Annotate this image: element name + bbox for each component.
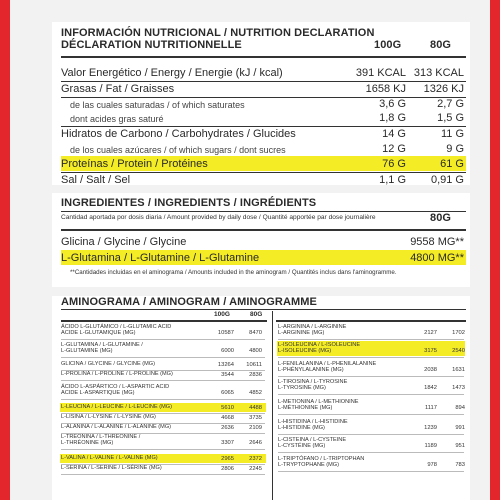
ingredients-dose-value: 80G	[430, 212, 452, 224]
nutrition-value-80g: 61 G	[440, 158, 464, 170]
amino-label-line: L-METIONINA / L-METHIONINE	[278, 399, 359, 405]
amino-row-label	[61, 414, 156, 420]
nutrition-col2-header: 80G	[430, 39, 452, 51]
amino-value-100g: 10587	[217, 330, 234, 336]
divider	[276, 320, 466, 322]
nutrition-label-salt: Sal / Salt / Sel	[61, 174, 131, 186]
nutrition-value-100g: 391 KCAL	[355, 67, 406, 79]
aminogram-col1-header: 100G	[214, 311, 230, 318]
amino-row-label	[278, 324, 346, 337]
ingredient-glutamine-value: 4800 MG**	[410, 252, 464, 264]
amino-value-100g: 1117	[424, 405, 437, 411]
amino-label-line: L-LISINA / L-LYSINE / L-LYSINE (MG)	[61, 414, 156, 420]
amino-value-100g: 13264	[217, 362, 234, 368]
nutrition-label-carbs: Hidratos de Carbono / Carbohydrates / Glucides	[61, 128, 296, 140]
nutrition-title-line1: INFORMACIÓN NUTRICIONAL / NUTRITION DECLARATION	[61, 27, 375, 39]
amino-value-80g: 1473	[452, 385, 465, 391]
amino-value-100g: 3175	[424, 348, 437, 354]
amino-value-80g: 2372	[249, 456, 262, 462]
divider	[61, 211, 466, 212]
nutrition-value-100g: 1658 KJ	[365, 83, 406, 95]
divider	[61, 449, 265, 450]
aminogram-title: AMINOGRAMA / AMINOGRAM / AMINOGRAMME	[61, 296, 317, 308]
amino-row-label	[61, 361, 155, 367]
nutrition-value-100g: 3,6 G	[379, 98, 406, 110]
divider	[278, 339, 464, 340]
amino-label-line: L-LEUCINA / L-LEUCINE / L-LEUCINE (MG)	[61, 404, 172, 410]
amino-row-label	[61, 404, 172, 410]
amino-row-label	[278, 342, 360, 355]
amino-value-80g: 10611	[246, 362, 262, 368]
amino-value-80g: 991	[455, 425, 465, 431]
divider	[61, 229, 466, 231]
red-border-right	[490, 0, 500, 500]
ingredients-title: INGREDIENTES / INGREDIENTS / INGRÉDIENTS	[61, 197, 317, 209]
amino-value-80g: 2540	[452, 348, 465, 354]
nutrition-label-protein: Proteínas / Protein / Protéines	[61, 158, 208, 170]
divider	[278, 414, 464, 415]
nutrition-label-saturates: de las cuales saturadas / of which saturates	[70, 100, 245, 110]
nutrition-value-80g: 9 G	[446, 143, 464, 155]
amino-row-label	[61, 424, 171, 430]
divider	[61, 474, 265, 475]
nutrition-value-100g: 76 G	[382, 158, 406, 170]
ingredient-glycine: Glicina / Glycine / Glycine	[61, 236, 187, 248]
nutrition-value-80g: 2,7 G	[437, 98, 464, 110]
divider	[61, 339, 265, 340]
nutrition-value-80g: 1,5 G	[437, 112, 464, 124]
amino-value-100g: 2127	[424, 330, 437, 336]
nutrition-value-100g: 12 G	[382, 143, 406, 155]
amino-row-label	[61, 434, 140, 447]
red-border-left	[0, 0, 10, 500]
amino-row-label	[278, 399, 359, 412]
amino-row-label	[278, 437, 346, 450]
amino-value-100g: 1189	[424, 443, 437, 449]
amino-value-100g: 2806	[221, 466, 234, 472]
divider	[61, 357, 265, 358]
nutrition-col1-header: 100G	[374, 39, 402, 51]
nutrition-label-sugars: de los cuales azúcares / of which sugars / dont sucres	[70, 145, 286, 155]
amino-label-line: L-PROLINA / L-PROLINE / L-PROLINE (MG)	[61, 371, 173, 377]
aminogram-col2-header: 80G	[250, 311, 263, 318]
amino-row-label	[61, 324, 171, 337]
nutrition-label-fat: Grasas / Fat / Graisses	[61, 83, 175, 95]
amino-row-label	[278, 419, 348, 432]
amino-value-100g: 978	[427, 462, 437, 468]
amino-label-line: L-ISOLEUCINA / L-ISOLEUCINE	[278, 342, 361, 348]
amino-label-line: L-GLUTAMINA / L-GLUTAMINE /	[61, 342, 143, 348]
divider	[61, 126, 466, 127]
amino-value-100g: 2038	[424, 367, 437, 373]
amino-value-80g: 2245	[249, 466, 262, 472]
divider	[278, 434, 464, 435]
nutrition-value-80g: 11 G	[440, 128, 464, 140]
amino-label-line: L-CYSTÉINE (MG)	[278, 443, 326, 450]
amino-label-line: L-ARGININA / L-ARGININE	[278, 324, 347, 330]
divider	[278, 357, 464, 358]
nutrition-value-100g: 1,1 G	[379, 174, 406, 186]
amino-value-100g: 4668	[221, 415, 234, 421]
amino-value-80g: 4800	[249, 348, 262, 354]
ingredients-dose-text: Cantidad aportada por dosis diaria / Amount provided by daily dose / Quantité apportée par dose journalière	[61, 214, 376, 221]
amino-label-line: ÁCIDO L-GLUTÁMICO / L-GLUTAMIC ACID	[61, 324, 172, 330]
amino-value-100g: 5610	[221, 405, 234, 411]
amino-value-80g: 2109	[249, 425, 262, 431]
amino-label-line: L-THRÉONINE (MG)	[61, 440, 114, 447]
ingredients-footnote: **Cantidades incluidas en el aminograma / Amounts included in the aminogram / Quantités inclus dans l'aminogramme.	[70, 269, 397, 276]
amino-value-100g: 6000	[221, 348, 234, 354]
amino-value-100g: 3307	[221, 440, 234, 446]
divider	[61, 380, 265, 381]
amino-label-line: L-MÉTHIONINE (MG)	[278, 405, 333, 412]
divider	[61, 399, 265, 400]
amino-label-line: L-VALINA / L-VALINE / L-VALINE (MG)	[61, 455, 158, 461]
amino-value-100g: 3544	[221, 372, 234, 378]
nutrition-value-80g: 313 KCAL	[413, 67, 464, 79]
amino-label-line: ACIDE L-GLUTAMIQUE (MG)	[61, 330, 136, 337]
aminogram-panel	[52, 296, 470, 500]
nutrition-panel	[52, 22, 470, 185]
ingredient-glutamine: L-Glutamina / L-Glutamine / L-Glutamine	[61, 252, 260, 264]
amino-row-label	[61, 384, 169, 397]
amino-value-80g: 1631	[452, 367, 465, 373]
amino-label-line: L-TYROSINE (MG)	[278, 385, 326, 392]
amino-value-100g: 2636	[221, 425, 234, 431]
amino-label-line: L-SERINA / L-SERINE / L-SÉRINE (MG)	[61, 465, 162, 471]
divider	[278, 471, 464, 472]
amino-label-line: L-HISTIDINE (MG)	[278, 425, 325, 432]
divider	[61, 172, 466, 173]
amino-value-80g: 783	[455, 462, 465, 468]
amino-value-80g: 2646	[249, 440, 262, 446]
amino-label-line: L-PHÉNYLALANINE (MG)	[278, 367, 344, 374]
amino-label-line: L-TRYPTOPHANE (MG)	[278, 462, 340, 469]
amino-label-line: L-FENILALANINA / L-PHENILALANINE	[278, 361, 377, 367]
amino-value-80g: 3735	[249, 415, 262, 421]
divider	[61, 81, 466, 82]
amino-value-80g: 894	[455, 405, 465, 411]
amino-label-line: L-CISTEINA / L-CYSTEINE	[278, 437, 347, 443]
amino-value-80g: 4852	[249, 390, 262, 396]
ingredient-glycine-value: 9558 MG**	[410, 236, 464, 248]
amino-row-label	[278, 456, 364, 469]
amino-label-line: L-GLUTAMINE (MG)	[61, 348, 113, 355]
amino-label-line: L-TRIPTÓFANO / L-TRIPTOPHAN	[278, 456, 365, 462]
amino-row-label	[278, 361, 376, 374]
amino-value-100g: 1842	[424, 385, 437, 391]
amino-row-label	[61, 371, 173, 377]
amino-value-80g: 2836	[249, 372, 262, 378]
amino-label-line: L-TREONINA / L-THREONINE /	[61, 434, 141, 440]
divider	[61, 309, 466, 310]
nutrition-value-80g: 1326 KJ	[423, 83, 464, 95]
amino-label-line: ACIDE L-ASPARTIQUE (MG)	[61, 390, 135, 397]
divider	[61, 320, 267, 322]
nutrition-value-100g: 14 G	[382, 128, 406, 140]
amino-label-line: L-TIROSINA / L-TYROSINE	[278, 379, 348, 385]
amino-row-label	[61, 455, 158, 461]
amino-row-label	[61, 465, 162, 471]
amino-value-80g: 1702	[452, 330, 465, 336]
amino-value-100g: 6065	[221, 390, 234, 396]
amino-label-line: GLICINA / GLYCINE / GLYCINE (MG)	[61, 361, 155, 367]
amino-value-80g: 4488	[249, 405, 262, 411]
amino-label-line: L-HISTIDINA / L-HISTIDINE	[278, 419, 348, 425]
nutrition-value-100g: 1,8 G	[379, 112, 406, 124]
divider	[278, 452, 464, 453]
amino-label-line: ÁCIDO L-ASPÁRTICO / L-ASPARTIC ACID	[61, 384, 170, 390]
divider	[278, 376, 464, 377]
amino-label-line: L-ISOLEUCINE (MG)	[278, 348, 332, 355]
ingredients-panel	[52, 193, 470, 287]
amino-value-80g: 951	[455, 443, 465, 449]
divider	[61, 56, 466, 58]
nutrition-label-saturates-fr: dont acides gras saturé	[70, 114, 164, 124]
nutrition-value-80g: 0,91 G	[430, 174, 464, 186]
amino-row-label	[61, 342, 143, 355]
amino-value-100g: 1239	[424, 425, 437, 431]
column-separator	[272, 311, 273, 500]
amino-value-80g: 8470	[249, 330, 262, 336]
divider	[278, 394, 464, 395]
amino-label-line: L-ALANINA / L-ALANINE / L-ALANINE (MG)	[61, 424, 172, 430]
nutrition-label-energy: Valor Energético / Energy / Energie (kJ / kcal)	[61, 67, 283, 79]
amino-value-100g: 2965	[221, 456, 234, 462]
amino-label-line: L-ARGININE (MG)	[278, 330, 325, 337]
nutrition-title-line2: DÉCLARATION NUTRITIONNELLE	[61, 39, 242, 51]
amino-row-label	[278, 379, 347, 392]
